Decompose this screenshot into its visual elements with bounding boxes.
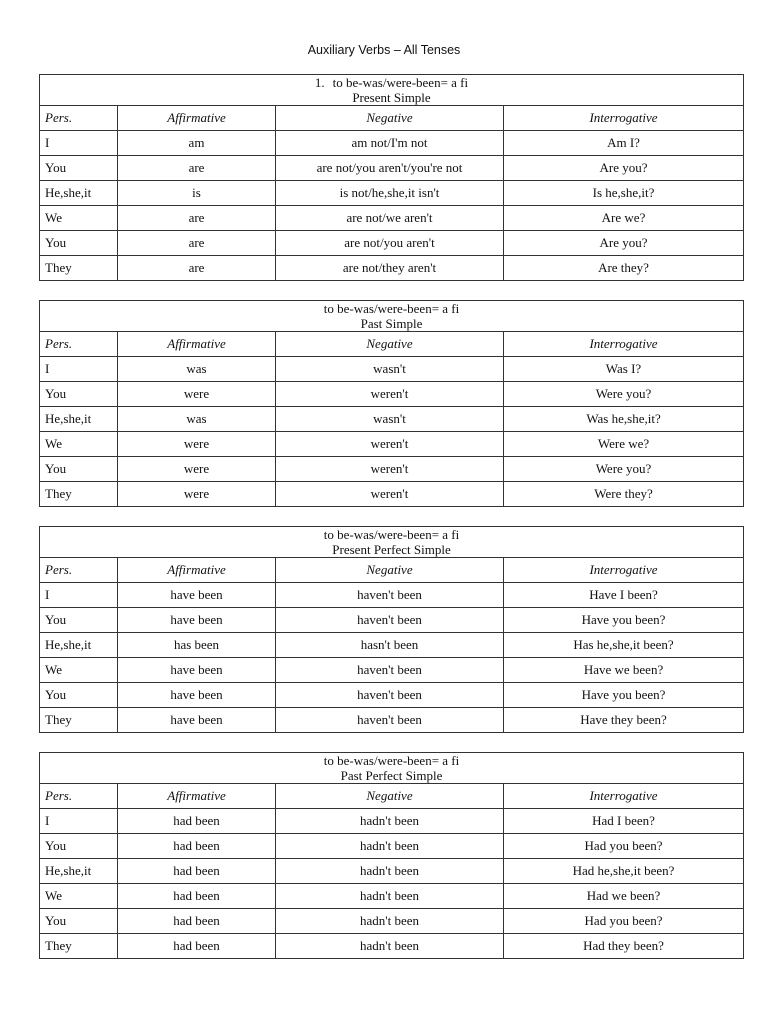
cell-interrogative: Were you?	[504, 382, 744, 407]
cell-negative: weren't	[276, 482, 504, 507]
cell-affirmative: were	[118, 457, 276, 482]
header-pers: Pers.	[40, 106, 118, 131]
header-negative: Negative	[276, 106, 504, 131]
verb-forms: to be-was/were-been= a fi	[332, 75, 469, 90]
table-row	[40, 131, 744, 156]
cell-affirmative: had been	[118, 934, 276, 959]
table-row	[40, 909, 744, 934]
cell-negative: wasn't	[276, 407, 504, 432]
cell-pers: You	[40, 608, 118, 633]
cell-affirmative: were	[118, 432, 276, 457]
cell-pers: We	[40, 432, 118, 457]
cell-affirmative: have been	[118, 708, 276, 733]
tense-name: Present Simple	[352, 90, 431, 105]
table-row	[40, 156, 744, 181]
table-row	[40, 457, 744, 482]
cell-affirmative: am	[118, 131, 276, 156]
table-row	[40, 482, 744, 507]
cell-interrogative: Are you?	[504, 156, 744, 181]
cell-interrogative: Were we?	[504, 432, 744, 457]
cell-pers: I	[40, 357, 118, 382]
table-row	[40, 633, 744, 658]
table-row	[40, 834, 744, 859]
header-pers: Pers.	[40, 784, 118, 809]
header-interrogative: Interrogative	[504, 106, 744, 131]
table-row	[40, 608, 744, 633]
cell-negative: hadn't been	[276, 909, 504, 934]
cell-pers: They	[40, 256, 118, 281]
cell-pers: He,she,it	[40, 859, 118, 884]
cell-negative: wasn't	[276, 357, 504, 382]
cell-pers: They	[40, 708, 118, 733]
cell-interrogative: Am I?	[504, 131, 744, 156]
cell-negative: haven't been	[276, 583, 504, 608]
cell-pers: I	[40, 583, 118, 608]
tense-table-present-simple	[39, 74, 744, 281]
table-row	[40, 934, 744, 959]
header-affirmative: Affirmative	[118, 784, 276, 809]
cell-negative: hadn't been	[276, 884, 504, 909]
cell-interrogative: Was he,she,it?	[504, 407, 744, 432]
header-negative: Negative	[276, 558, 504, 583]
cell-interrogative: Has he,she,it been?	[504, 633, 744, 658]
table-row	[40, 708, 744, 733]
table-heading	[40, 527, 744, 558]
header-negative: Negative	[276, 332, 504, 357]
cell-affirmative: are	[118, 231, 276, 256]
table-heading	[40, 301, 744, 332]
table-row	[40, 181, 744, 206]
cell-affirmative: had been	[118, 834, 276, 859]
cell-interrogative: Have we been?	[504, 658, 744, 683]
column-header-row	[40, 106, 744, 131]
table-heading	[40, 753, 744, 784]
cell-negative: weren't	[276, 457, 504, 482]
cell-pers: He,she,it	[40, 633, 118, 658]
cell-affirmative: had been	[118, 809, 276, 834]
verb-forms: to be-was/were-been= a fi	[323, 301, 460, 316]
cell-interrogative: Were you?	[504, 457, 744, 482]
cell-pers: You	[40, 457, 118, 482]
cell-negative: hadn't been	[276, 934, 504, 959]
cell-pers: You	[40, 909, 118, 934]
heading-number: 1.	[314, 75, 325, 90]
header-interrogative: Interrogative	[504, 332, 744, 357]
cell-affirmative: had been	[118, 884, 276, 909]
cell-negative: haven't been	[276, 658, 504, 683]
document-title: Auxiliary Verbs – All Tenses	[307, 43, 461, 57]
table-row	[40, 583, 744, 608]
table-heading	[40, 75, 744, 106]
header-interrogative: Interrogative	[504, 784, 744, 809]
cell-interrogative: Is he,she,it?	[504, 181, 744, 206]
cell-interrogative: Are they?	[504, 256, 744, 281]
column-header-row	[40, 784, 744, 809]
cell-pers: I	[40, 809, 118, 834]
header-pers: Pers.	[40, 332, 118, 357]
cell-pers: You	[40, 156, 118, 181]
cell-negative: hadn't been	[276, 859, 504, 884]
cell-interrogative: Have you been?	[504, 683, 744, 708]
cell-interrogative: Are you?	[504, 231, 744, 256]
table-row	[40, 859, 744, 884]
cell-interrogative: Had you been?	[504, 909, 744, 934]
header-affirmative: Affirmative	[118, 106, 276, 131]
cell-interrogative: Had we been?	[504, 884, 744, 909]
cell-negative: are not/you aren't	[276, 231, 504, 256]
table-row	[40, 809, 744, 834]
header-pers: Pers.	[40, 558, 118, 583]
table-row	[40, 884, 744, 909]
cell-interrogative: Have I been?	[504, 583, 744, 608]
cell-pers: We	[40, 884, 118, 909]
column-header-row	[40, 558, 744, 583]
cell-negative: are not/you aren't/you're not	[276, 156, 504, 181]
cell-pers: They	[40, 482, 118, 507]
cell-affirmative: are	[118, 206, 276, 231]
cell-interrogative: Have they been?	[504, 708, 744, 733]
table-row	[40, 206, 744, 231]
table-row	[40, 256, 744, 281]
cell-affirmative: had been	[118, 859, 276, 884]
cell-negative: are not/they aren't	[276, 256, 504, 281]
table-row	[40, 658, 744, 683]
table-row	[40, 382, 744, 407]
tense-table-past-perfect-simple	[39, 752, 744, 959]
cell-interrogative: Had they been?	[504, 934, 744, 959]
cell-pers: We	[40, 658, 118, 683]
table-row	[40, 407, 744, 432]
cell-pers: You	[40, 834, 118, 859]
header-interrogative: Interrogative	[504, 558, 744, 583]
cell-negative: haven't been	[276, 708, 504, 733]
cell-affirmative: are	[118, 256, 276, 281]
cell-interrogative: Was I?	[504, 357, 744, 382]
tense-table-past-simple	[39, 300, 744, 507]
cell-negative: haven't been	[276, 683, 504, 708]
tense-table-present-perfect-simple	[39, 526, 744, 733]
cell-pers: They	[40, 934, 118, 959]
table-row	[40, 432, 744, 457]
cell-affirmative: have been	[118, 683, 276, 708]
tense-name: Past Simple	[360, 316, 423, 331]
cell-pers: You	[40, 382, 118, 407]
header-affirmative: Affirmative	[118, 558, 276, 583]
cell-pers: We	[40, 206, 118, 231]
cell-affirmative: are	[118, 156, 276, 181]
cell-interrogative: Are we?	[504, 206, 744, 231]
cell-pers: He,she,it	[40, 181, 118, 206]
cell-negative: are not/we aren't	[276, 206, 504, 231]
cell-negative: weren't	[276, 382, 504, 407]
cell-interrogative: Had he,she,it been?	[504, 859, 744, 884]
cell-affirmative: was	[118, 357, 276, 382]
cell-affirmative: was	[118, 407, 276, 432]
cell-interrogative: Were they?	[504, 482, 744, 507]
table-row	[40, 683, 744, 708]
cell-negative: weren't	[276, 432, 504, 457]
cell-affirmative: have been	[118, 583, 276, 608]
cell-affirmative: have been	[118, 608, 276, 633]
cell-interrogative: Have you been?	[504, 608, 744, 633]
cell-affirmative: is	[118, 181, 276, 206]
cell-interrogative: Had you been?	[504, 834, 744, 859]
cell-pers: I	[40, 131, 118, 156]
cell-negative: am not/I'm not	[276, 131, 504, 156]
cell-affirmative: has been	[118, 633, 276, 658]
cell-negative: hasn't been	[276, 633, 504, 658]
verb-forms: to be-was/were-been= a fi	[323, 527, 460, 542]
cell-negative: haven't been	[276, 608, 504, 633]
cell-interrogative: Had I been?	[504, 809, 744, 834]
cell-negative: is not/he,she,it isn't	[276, 181, 504, 206]
cell-negative: hadn't been	[276, 834, 504, 859]
cell-pers: You	[40, 683, 118, 708]
cell-pers: He,she,it	[40, 407, 118, 432]
cell-affirmative: were	[118, 382, 276, 407]
verb-forms: to be-was/were-been= a fi	[323, 753, 460, 768]
cell-affirmative: were	[118, 482, 276, 507]
cell-pers: You	[40, 231, 118, 256]
column-header-row	[40, 332, 744, 357]
cell-affirmative: had been	[118, 909, 276, 934]
cell-affirmative: have been	[118, 658, 276, 683]
tense-name: Past Perfect Simple	[340, 768, 443, 783]
table-row	[40, 357, 744, 382]
cell-negative: hadn't been	[276, 809, 504, 834]
header-affirmative: Affirmative	[118, 332, 276, 357]
tense-name: Present Perfect Simple	[332, 542, 451, 557]
table-row	[40, 231, 744, 256]
header-negative: Negative	[276, 784, 504, 809]
